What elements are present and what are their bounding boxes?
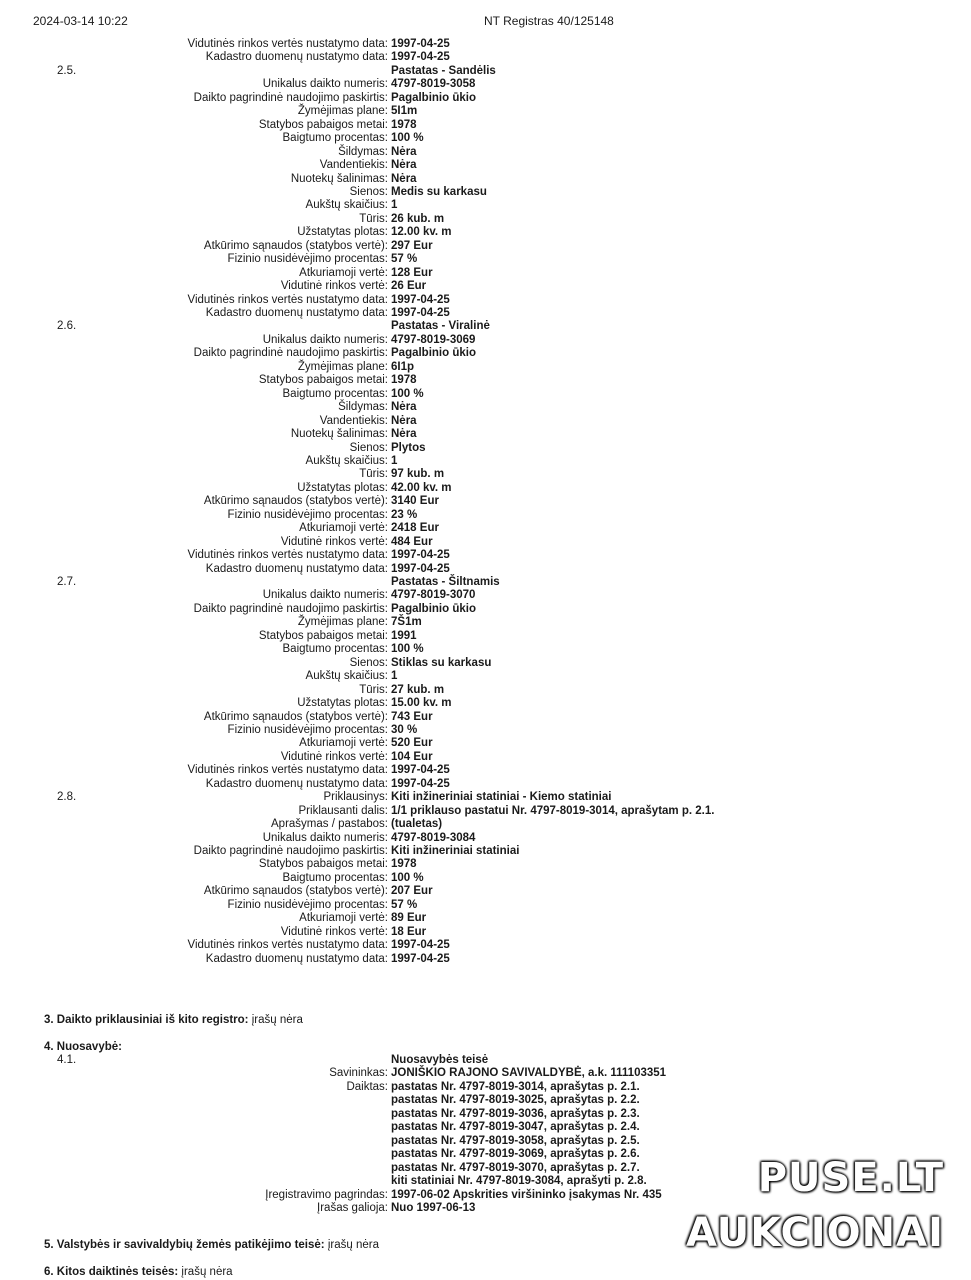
field-value: Nėra [391,414,417,427]
item-number: 2.7. [57,576,77,588]
field-label: Atkuriamoji vertė: [299,522,388,535]
field-value: pastatas Nr. 4797-8019-3069, aprašytas p. 2.6. [391,1148,640,1161]
field-value: 100 % [391,643,424,656]
field-value: 1997-04-25 [391,952,450,965]
field-label: Vidutinės rinkos vertės nustatymo data: [187,764,388,777]
field-value: pastatas Nr. 4797-8019-3014, aprašytas p. 2.1. [391,1080,640,1093]
field-label: Vidutinė rinkos vertė: [280,280,388,293]
field-row [0,1080,971,1094]
item-number: 2.5. [57,64,77,77]
field-label: Vandentiekis: [319,414,388,427]
field-value: 100 % [391,132,424,145]
field-row [0,548,971,562]
field-value: 297 Eur [391,239,433,252]
field-value: 4797-8019-3070 [391,589,476,602]
section-title [44,1040,122,1054]
field-value: 1997-04-25 [391,939,450,952]
field-label: Fizinio nusidėvėjimo procentas: [227,898,388,911]
field-row [0,750,971,764]
field-value: 1997-04-25 [391,307,450,319]
field-row [0,763,971,777]
field-row [0,575,971,589]
section-4 [0,1040,971,1054]
field-label: Užstatytas plotas: [297,697,388,710]
field-row [0,629,971,643]
field-row [0,562,971,576]
field-label: Baigtumo procentas: [282,387,388,400]
field-row [0,1053,971,1067]
field-value: 207 Eur [391,885,433,898]
field-label: Tūris: [359,683,388,696]
field-label: Nuotekų šalinimas: [290,428,388,441]
field-row [0,508,971,522]
field-label: Priklausanti dalis: [298,804,388,817]
field-value: 27 kub. m [391,683,445,696]
field-label: Fizinio nusidėvėjimo procentas: [227,508,388,521]
field-value: 1/1 priklauso pastatui Nr. 4797-8019-3014, aprašytam p. 2.1. [391,804,715,817]
field-label: Priklausinys: [323,791,388,804]
field-row [0,790,971,804]
section-title-text: 4. Nuosavybė: [44,1041,122,1053]
field-value: Nėra [391,159,417,172]
field-value: 1 [391,454,398,467]
field-row [0,656,971,670]
field-value: Pastatas - Šiltnamis [391,576,500,588]
field-row [0,467,971,481]
field-label: Atkuriamoji vertė: [299,266,388,279]
registry-number: NT Registras 40/125148 [484,14,614,28]
field-row [0,131,971,145]
field-label: Žymėjimas plane: [297,105,388,118]
field-value: 57 % [391,253,418,266]
field-label: Statybos pabaigos metai: [258,629,388,642]
field-value: 1997-04-25 [391,562,450,575]
field-value: 97 kub. m [391,468,445,481]
field-label: Unikalus daikto numeris: [262,78,388,91]
field-row [0,145,971,159]
field-value: 484 Eur [391,535,433,548]
field-row [0,494,971,508]
field-label: Aukštų skaičius: [305,454,388,467]
section-title-text: 3. Daikto priklausiniai iš kito registro: [44,1014,249,1026]
field-value: Stiklas su karkasu [391,656,492,669]
field-value: 26 Eur [391,280,427,293]
field-row [0,669,971,683]
field-value: Kiti inžineriniai statiniai [391,845,520,857]
section-value: įrašų nėra [181,1266,233,1278]
field-value: 4797-8019-3058 [391,78,476,91]
field-label: Užstatytas plotas: [297,226,388,239]
section-title [44,1013,303,1027]
field-row [0,1134,971,1148]
field-label: Atkūrimo sąnaudos (statybos vertė): [203,885,388,898]
field-row [0,252,971,266]
field-label: Fizinio nusidėvėjimo procentas: [227,253,388,266]
field-row [0,481,971,495]
field-row [0,1093,971,1107]
field-value: Pagalbinio ūkio [391,602,476,615]
field-label: Baigtumo procentas: [282,643,388,656]
field-value: Pagalbinio ūkio [391,347,476,360]
field-label: Atkuriamoji vertė: [299,737,388,750]
field-value: Medis su karkasu [391,185,487,198]
field-row [0,158,971,172]
field-value: Nėra [391,428,417,441]
field-row [0,319,971,333]
field-value: 1 [391,199,398,212]
field-value: 42.00 kv. m [391,481,452,494]
field-row [0,400,971,414]
field-value: 26 kub. m [391,212,445,225]
field-row [0,535,971,549]
field-row [0,1120,971,1134]
field-label: Tūris: [359,468,388,481]
field-label: Statybos pabaigos metai: [258,118,388,131]
field-label: Daikto pagrindinė naudojimo paskirtis: [193,602,388,615]
field-row [0,588,971,602]
field-row [0,360,971,374]
field-row [0,185,971,199]
field-label: Daikto pagrindinė naudojimo paskirtis: [193,845,388,857]
field-label: Atkūrimo sąnaudos (statybos vertė): [203,495,388,508]
field-value: pastatas Nr. 4797-8019-3025, aprašytas p. 2.2. [391,1094,640,1107]
field-value: 3140 Eur [391,495,439,508]
field-value: 4797-8019-3069 [391,333,476,346]
field-row [0,736,971,750]
field-value: JONIŠKIO RAJONO SAVIVALDYBĖ, a.k. 111103351 [391,1067,667,1080]
field-row [0,898,971,912]
field-label: Užstatytas plotas: [297,481,388,494]
field-value: Pastatas - Viralinė [391,320,490,333]
section-title [44,1265,233,1279]
field-value: 1997-04-25 [391,549,450,562]
field-label: Baigtumo procentas: [282,132,388,145]
field-value: Plytos [391,441,426,454]
field-value: 128 Eur [391,266,433,279]
field-value: 1 [391,670,398,683]
field-label: Kadastro duomenų nustatymo data: [205,777,388,790]
field-row [0,333,971,347]
field-value: pastatas Nr. 4797-8019-3058, aprašytas p. 2.5. [391,1134,640,1147]
field-label: Unikalus daikto numeris: [262,831,388,844]
field-label: Žymėjimas plane: [297,360,388,373]
field-row [0,454,971,468]
field-value: 5I1m [391,105,418,118]
field-row [0,844,971,858]
field-row [0,387,971,401]
field-label: Vidutinė rinkos vertė: [280,750,388,763]
section-title [44,1238,379,1252]
field-row [0,346,971,360]
field-label: Žymėjimas plane: [297,616,388,629]
field-value: 1997-04-25 [391,293,450,306]
field-label: Sienos: [349,441,388,454]
field-row [0,441,971,455]
field-value: pastatas Nr. 4797-8019-3070, aprašytas p. 2.7. [391,1161,640,1174]
field-label: Statybos pabaigos metai: [258,374,388,387]
field-value: (tualetas) [391,818,443,831]
field-row [0,306,971,320]
field-label: Vidutinės rinkos vertės nustatymo data: [187,939,388,952]
field-row [0,925,971,939]
item-number: 2.6. [57,320,77,333]
field-label: Įregistravimo pagrindas: [265,1188,388,1201]
field-value: 520 Eur [391,737,433,750]
field-label: Unikalus daikto numeris: [262,589,388,602]
field-row [0,857,971,871]
field-label: Aukštų skaičius: [305,199,388,212]
section-value: įrašų nėra [251,1014,303,1026]
field-label: Įrašas galioja: [317,1201,388,1214]
field-value: 6I1p [391,360,415,373]
section-title-text: 6. Kitos daiktinės teisės: [44,1266,179,1278]
field-value: 1997-04-25 [391,38,450,50]
field-label: Kadastro duomenų nustatymo data: [205,307,388,319]
field-label: Nuotekų šalinimas: [290,172,388,185]
section-3 [0,1013,971,1027]
field-row [0,414,971,428]
field-value: 4797-8019-3084 [391,831,476,844]
field-row [0,104,971,118]
field-row [0,118,971,132]
field-value: kiti statiniai Nr. 4797-8019-3084, aprašyti p. 2.8. [391,1175,647,1188]
field-row [0,723,971,737]
field-value: 1978 [391,118,417,131]
field-row [0,831,971,845]
field-value: Nėra [391,172,417,185]
field-label: Aukštų skaičius: [305,670,388,683]
field-label: Kadastro duomenų nustatymo data: [205,952,388,965]
field-row [0,952,971,966]
field-value: Nuo 1997-06-13 [391,1201,476,1214]
field-row [0,198,971,212]
field-value: 1997-04-25 [391,51,450,64]
field-row [0,293,971,307]
field-row [0,710,971,724]
field-label: Savininkas: [329,1067,388,1080]
field-label: Vidutinė rinkos vertė: [280,925,388,938]
field-value: 23 % [391,508,418,521]
item-number: 4.1. [57,1054,77,1066]
item-number: 2.8. [57,791,77,804]
field-value: 100 % [391,871,424,884]
field-row [0,871,971,885]
field-label: Daikto pagrindinė naudojimo paskirtis: [193,91,388,104]
field-value: Nuosavybės teisė [391,1054,489,1066]
field-row [0,172,971,186]
field-row [0,373,971,387]
field-value: 15.00 kv. m [391,697,452,710]
field-value: 1997-06-02 Apskrities viršininko įsakymas Nr. 435 [391,1188,662,1201]
field-row [0,91,971,105]
field-label: Daiktas: [346,1080,388,1093]
watermark-logo-line1: PUSE.LT [757,1155,944,1201]
field-label: Kadastro duomenų nustatymo data: [205,562,388,575]
field-value: 18 Eur [391,925,427,938]
section-title-text: 5. Valstybės ir savivaldybių žemės patikėjimo teisė: [44,1239,325,1251]
field-label: Vidutinės rinkos vertės nustatymo data: [187,38,388,50]
field-row [0,64,971,78]
field-label: Tūris: [359,212,388,225]
field-label: Daikto pagrindinė naudojimo paskirtis: [193,347,388,360]
field-label: Fizinio nusidėvėjimo procentas: [227,723,388,736]
field-value: Pastatas - Sandėlis [391,64,496,77]
field-label: Sienos: [349,185,388,198]
section-6 [0,1265,971,1279]
field-label: Statybos pabaigos metai: [258,858,388,871]
print-datetime: 2024-03-14 10:22 [33,14,128,28]
field-row [0,642,971,656]
field-value: 1997-04-25 [391,777,450,790]
field-row [0,521,971,535]
field-label: Atkūrimo sąnaudos (statybos vertė): [203,710,388,723]
field-value: 104 Eur [391,750,433,763]
field-value: 30 % [391,723,418,736]
field-label: Sienos: [349,656,388,669]
field-value: Nėra [391,145,417,158]
field-row [0,938,971,952]
field-row [0,1107,971,1121]
watermark-logo-line2: AUKCIONAI [686,1210,944,1256]
field-row [0,804,971,818]
field-row [0,50,971,64]
field-value: 743 Eur [391,710,433,723]
field-label: Aprašymas / pastabos: [271,818,388,831]
field-row [0,911,971,925]
field-label: Šildymas: [338,401,388,414]
field-row [0,602,971,616]
field-value: 1978 [391,374,417,387]
field-value: 57 % [391,898,418,911]
field-label: Šildymas: [338,145,388,158]
field-value: pastatas Nr. 4797-8019-3036, aprašytas p. 2.3. [391,1107,640,1120]
field-row [0,817,971,831]
field-value: 12.00 kv. m [391,226,452,239]
field-label: Baigtumo procentas: [282,871,388,884]
field-label: Vidutinė rinkos vertė: [280,535,388,548]
field-row [0,427,971,441]
field-row [0,266,971,280]
field-value: Kiti inžineriniai statiniai - Kiemo statiniai [391,791,612,804]
field-value: Nėra [391,401,417,414]
field-row [0,615,971,629]
field-value: 1978 [391,858,417,871]
field-row [0,239,971,253]
field-label: Vidutinės rinkos vertės nustatymo data: [187,293,388,306]
field-label: Kadastro duomenų nustatymo data: [205,51,388,64]
field-value: 2418 Eur [391,522,439,535]
section-value: įrašų nėra [327,1239,379,1251]
field-row [0,683,971,697]
field-row [0,1066,971,1080]
field-label: Unikalus daikto numeris: [262,333,388,346]
field-row [0,225,971,239]
field-row [0,37,971,51]
field-value: 7Š1m [391,616,422,629]
field-value: pastatas Nr. 4797-8019-3047, aprašytas p. 2.4. [391,1121,640,1134]
field-value: 100 % [391,387,424,400]
field-value: 89 Eur [391,912,427,925]
field-label: Atkuriamoji vertė: [299,912,388,925]
field-value: 1991 [391,629,417,642]
field-row [0,696,971,710]
field-row [0,777,971,791]
field-label: Atkūrimo sąnaudos (statybos vertė): [203,239,388,252]
field-label: Vidutinės rinkos vertės nustatymo data: [187,549,388,562]
field-row [0,279,971,293]
field-value: Pagalbinio ūkio [391,91,476,104]
field-row [0,212,971,226]
field-row [0,884,971,898]
field-value: 1997-04-25 [391,764,450,777]
field-row [0,77,971,91]
field-label: Vandentiekis: [319,159,388,172]
